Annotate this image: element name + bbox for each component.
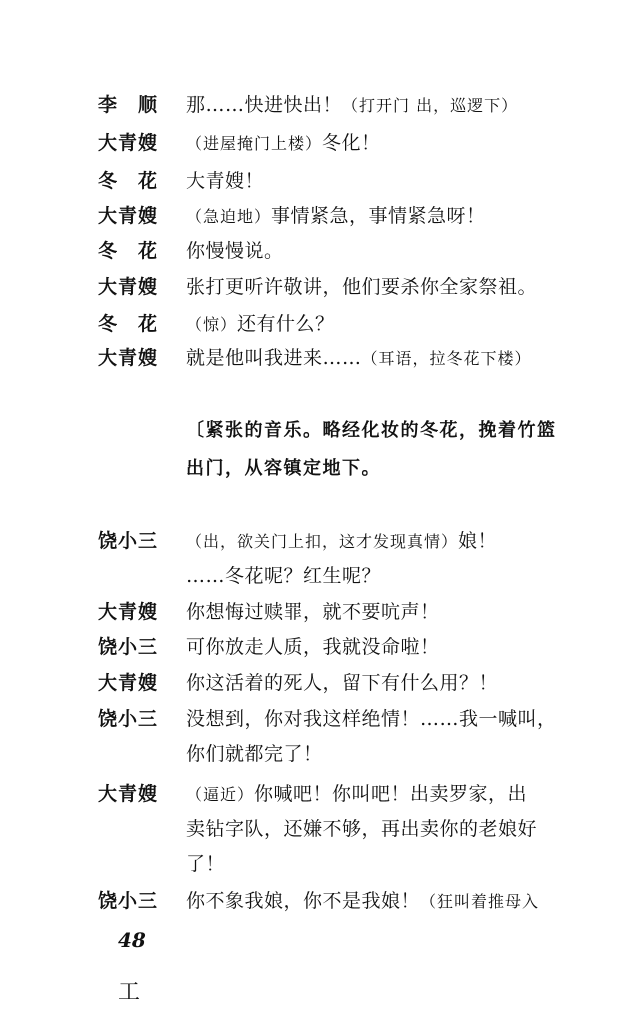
dialogue-line <box>186 130 381 157</box>
speech-text: 就是他叫我进来…… <box>186 347 362 369</box>
speech-text: 娘！ <box>458 530 498 552</box>
dialogue-line <box>186 92 518 119</box>
dialogue-line-continued: ……冬花呢？红生呢？ <box>186 565 382 587</box>
dialogue-line <box>186 345 532 372</box>
dialogue-line <box>186 311 335 338</box>
stage-direction: （打开门 出，巡逻下） <box>342 96 519 115</box>
dialogue-line <box>186 888 539 915</box>
speaker-name: 大青嫂 <box>98 347 159 369</box>
speaker-name: 饶小三 <box>98 708 159 730</box>
stage-direction-block-line: 〔紧张的音乐。略经化妆的冬花，挽着竹篮 <box>186 420 557 441</box>
speaker-name: 冬 花 <box>98 313 159 335</box>
speech-text: 可你放走人质，我就没命啦！ <box>186 636 440 658</box>
stage-direction-block-line: 出门，从容镇定地下。 <box>186 458 381 479</box>
speaker-name: 大青嫂 <box>98 276 159 298</box>
speech-text: 冬化！ <box>322 132 381 154</box>
speech-text: 没想到，你对我这样绝情！……我一喊叫， <box>186 708 557 730</box>
speaker-name: 饶小三 <box>98 890 159 912</box>
dialogue-line <box>186 706 557 732</box>
dialogue-line <box>186 781 527 808</box>
dialogue-line <box>186 203 486 230</box>
stage-direction: （耳语，拉冬花下楼） <box>361 349 532 368</box>
speech-text: 你喊吧！你叫吧！出卖罗家，出 <box>254 783 528 805</box>
speaker-name: 大青嫂 <box>98 783 159 805</box>
speech-text: 大青嫂！ <box>186 170 265 192</box>
speaker-name: 李 顺 <box>98 94 159 116</box>
dialogue-line <box>186 528 497 555</box>
speaker-name: 大青嫂 <box>98 132 159 154</box>
stage-direction: （出，欲关门上扣，这才发现真情） <box>186 532 459 551</box>
speaker-name: 大青嫂 <box>98 601 159 623</box>
speech-text: 张打更听许敬讲，他们要杀你全家祭祖。 <box>186 276 538 298</box>
speaker-name: 冬 花 <box>98 170 159 192</box>
dialogue-line <box>186 634 440 660</box>
speaker-name: 饶小三 <box>98 636 159 658</box>
stage-direction: （进屋掩门上楼） <box>186 134 323 153</box>
speaker-name: 饶小三 <box>98 530 159 552</box>
page-number: 48 <box>118 928 146 952</box>
stage-direction: （狂叫着推母入 <box>420 892 540 911</box>
dialogue-line-continued: 了！ <box>186 853 226 875</box>
dialogue-line <box>186 238 284 264</box>
speech-text: 事情紧急，事情紧急呀！ <box>271 205 486 227</box>
dialogue-line <box>186 599 440 625</box>
speech-text: 那……快进快出！ <box>186 94 343 116</box>
speech-text: 还有什么？ <box>237 313 335 335</box>
dialogue-line-continued: 你们就都完了！ <box>186 743 323 765</box>
stage-direction: （惊） <box>186 315 238 334</box>
footer-mark: 工 <box>118 980 141 1005</box>
dialogue-line <box>186 670 498 696</box>
speaker-name: 大青嫂 <box>98 205 159 227</box>
speech-text: 你慢慢说。 <box>186 240 284 262</box>
speaker-name: 大青嫂 <box>98 672 159 694</box>
dialogue-line <box>186 168 264 194</box>
speech-text: 你不象我娘，你不是我娘！ <box>186 890 421 912</box>
stage-direction: （逼近） <box>186 785 255 804</box>
dialogue-line-continued: 卖钻字队，还嫌不够，再出卖你的老娘好 <box>186 818 538 840</box>
dialogue-line <box>186 274 537 300</box>
stage-direction: （急迫地） <box>186 207 272 226</box>
speech-text: 你想悔过赎罪，就不要吭声！ <box>186 601 440 623</box>
speech-text: 你这活着的死人，留下有什么用？！ <box>186 672 499 694</box>
speaker-name: 冬 花 <box>98 240 159 262</box>
